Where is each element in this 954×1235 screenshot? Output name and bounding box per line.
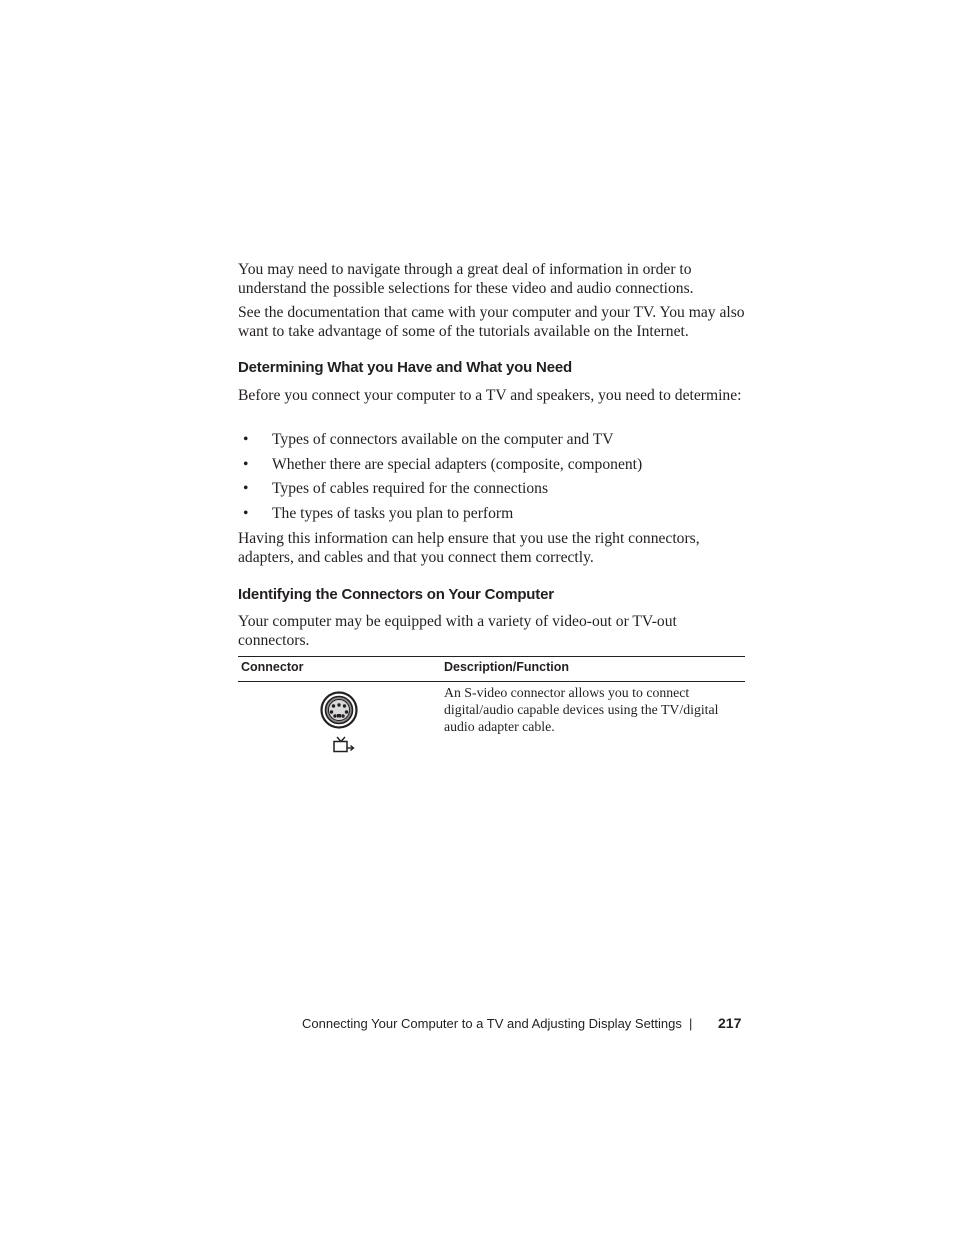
table-header-description: Description/Function — [444, 660, 569, 674]
page-number: 217 — [718, 1015, 742, 1031]
bullet-icon: • — [243, 456, 249, 473]
table-top-rule — [238, 656, 745, 657]
footer-chapter-title: Connecting Your Computer to a TV and Adjusting Display Settings — [302, 1016, 682, 1031]
intro-paragraph-1: You may need to navigate through a great deal of information in order to understand the possible selections for these video and audio connections. — [238, 261, 694, 298]
section2-lead-paragraph: Your computer may be equipped with a variety of video-out or TV-out connectors. — [238, 613, 677, 650]
table-header-connector: Connector — [241, 660, 304, 674]
section1-lead-paragraph: Before you connect your computer to a TV and speakers, you need to determine: — [238, 387, 742, 404]
tv-out-icon — [332, 736, 356, 759]
list-item-text: Types of cables required for the connections — [272, 480, 549, 497]
bullet-icon: • — [243, 431, 249, 448]
table-cell-description: An S-video connector allows you to connect digital/audio capable devices using the TV/digital audio adapter cable. — [444, 685, 719, 734]
section-heading-identifying: Identifying the Connectors on Your Computer — [238, 586, 554, 603]
intro-paragraph-2: See the documentation that came with your computer and your TV. You may also want to take advantage of some of the tutorials available on the Internet. — [238, 304, 745, 341]
list-item-text: The types of tasks you plan to perform — [272, 505, 514, 522]
footer-separator: | — [689, 1016, 693, 1031]
list-item-text: Types of connectors available on the computer and TV — [272, 431, 614, 448]
bullet-icon: • — [243, 480, 249, 497]
section-heading-determining: Determining What you Have and What you Need — [238, 359, 572, 376]
bullet-icon: • — [243, 505, 249, 522]
section1-closing-paragraph: Having this information can help ensure that you use the right connectors, adapters, and cables and that you connect them correctly. — [238, 530, 700, 567]
s-video-port-icon — [319, 691, 359, 734]
list-item-text: Whether there are special adapters (composite, component) — [272, 456, 643, 473]
table-row — [238, 682, 745, 762]
